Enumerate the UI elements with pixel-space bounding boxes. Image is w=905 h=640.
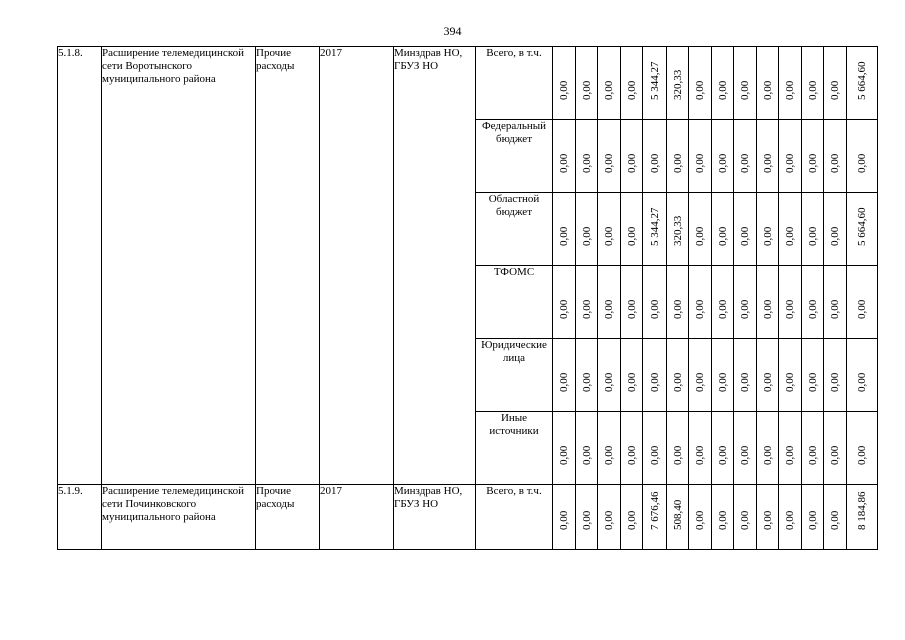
value-text: 0,00: [558, 153, 570, 173]
value-text: 0,00: [761, 299, 774, 319]
value-cell: [802, 412, 824, 485]
row-expense-type: Прочие расходы: [256, 47, 320, 485]
value-text: 5 344,27: [648, 61, 661, 100]
value-cell: [734, 266, 757, 339]
value-cell: [667, 266, 689, 339]
value-text: 0,00: [716, 372, 729, 392]
value-text: 0,00: [625, 372, 638, 392]
value-cell: [847, 485, 878, 550]
value-cell: [712, 339, 734, 412]
value-cell: [621, 339, 643, 412]
value-text: 0,00: [558, 299, 570, 319]
value-cell: [553, 339, 576, 412]
value-text: 0,00: [739, 372, 751, 392]
value-cell: [757, 266, 779, 339]
value-text: 0,00: [580, 153, 593, 173]
value-cell: [689, 485, 712, 550]
row-expense-type: Прочие расходы: [256, 485, 320, 550]
value-text: 0,00: [603, 510, 615, 530]
value-text: 0,00: [648, 153, 661, 173]
row-name: Расширение телемедицинской сети Воротынского муниципального района: [102, 47, 256, 485]
funding-source-label: Федеральный бюджет: [476, 120, 553, 193]
value-cell: [689, 266, 712, 339]
value-cell: [689, 339, 712, 412]
value-text: 5 664,60: [856, 61, 868, 100]
value-cell: [824, 485, 847, 550]
value-text: 0,00: [761, 80, 774, 100]
value-text: 0,00: [694, 299, 706, 319]
value-text: 5 664,60: [856, 207, 868, 246]
value-cell: [847, 339, 878, 412]
value-cell: [643, 339, 667, 412]
value-text: 0,00: [761, 153, 774, 173]
value-cell: [824, 47, 847, 120]
value-text: 0,00: [829, 510, 841, 530]
value-text: 0,00: [603, 445, 615, 465]
value-text: 0,00: [856, 372, 868, 392]
value-text: 0,00: [716, 80, 729, 100]
funding-source-label: Иные источники: [476, 412, 553, 485]
value-cell: [712, 193, 734, 266]
value-text: 0,00: [694, 80, 706, 100]
row-executor: Минздрав НО, ГБУЗ НО: [394, 485, 476, 550]
value-text: 0,00: [716, 510, 729, 530]
value-cell: [667, 412, 689, 485]
value-cell: [847, 47, 878, 120]
value-cell: [824, 120, 847, 193]
value-cell: [576, 193, 598, 266]
value-text: 0,00: [716, 226, 729, 246]
value-text: 508,40: [671, 499, 684, 530]
value-cell: [847, 193, 878, 266]
value-cell: [667, 193, 689, 266]
value-text: 0,00: [761, 445, 774, 465]
value-text: 0,00: [784, 226, 796, 246]
value-cell: [824, 412, 847, 485]
value-cell: [779, 193, 802, 266]
value-text: 0,00: [580, 510, 593, 530]
value-text: 0,00: [739, 80, 751, 100]
value-text: 0,00: [625, 299, 638, 319]
value-text: 0,00: [694, 510, 706, 530]
value-cell: [643, 120, 667, 193]
value-text: 0,00: [580, 299, 593, 319]
value-text: 0,00: [694, 153, 706, 173]
value-text: 0,00: [829, 445, 841, 465]
value-cell: [824, 193, 847, 266]
value-cell: [643, 485, 667, 550]
value-text: 0,00: [806, 226, 819, 246]
value-cell: [667, 485, 689, 550]
value-cell: [598, 266, 621, 339]
value-text: 0,00: [558, 445, 570, 465]
value-text: 0,00: [784, 510, 796, 530]
value-text: 0,00: [739, 445, 751, 465]
value-text: 0,00: [784, 445, 796, 465]
value-text: 0,00: [625, 510, 638, 530]
value-cell: [598, 339, 621, 412]
value-text: 0,00: [716, 299, 729, 319]
value-cell: [847, 412, 878, 485]
funding-source-label: Областной бюджет: [476, 193, 553, 266]
value-cell: [689, 120, 712, 193]
value-text: 0,00: [806, 510, 819, 530]
value-text: 0,00: [603, 226, 615, 246]
value-cell: [757, 339, 779, 412]
value-cell: [576, 266, 598, 339]
value-cell: [757, 47, 779, 120]
value-text: 0,00: [829, 226, 841, 246]
value-cell: [802, 193, 824, 266]
budget-table: [57, 46, 878, 550]
value-cell: [643, 47, 667, 120]
value-cell: [621, 412, 643, 485]
value-text: 7 676,46: [648, 491, 661, 530]
row-executor: Минздрав НО, ГБУЗ НО: [394, 47, 476, 485]
value-text: 0,00: [761, 372, 774, 392]
funding-source-label: ТФОМС: [476, 266, 553, 339]
value-cell: [712, 485, 734, 550]
value-cell: [576, 47, 598, 120]
row-code: 5.1.9.: [58, 485, 102, 550]
value-cell: [757, 412, 779, 485]
value-text: 320,33: [671, 215, 684, 246]
value-text: 0,00: [580, 226, 593, 246]
value-cell: [802, 120, 824, 193]
value-text: 0,00: [694, 372, 706, 392]
value-cell: [779, 266, 802, 339]
value-text: 0,00: [625, 80, 638, 100]
value-text: 0,00: [716, 445, 729, 465]
value-text: 0,00: [784, 80, 796, 100]
value-text: 0,00: [580, 80, 593, 100]
value-cell: [802, 339, 824, 412]
value-cell: [621, 266, 643, 339]
value-text: 0,00: [648, 299, 661, 319]
row-year: 2017: [320, 485, 394, 550]
value-text: 0,00: [784, 299, 796, 319]
value-cell: [576, 120, 598, 193]
value-cell: [576, 412, 598, 485]
value-cell: [824, 266, 847, 339]
value-text: 0,00: [648, 445, 661, 465]
value-cell: [553, 47, 576, 120]
value-text: 0,00: [603, 153, 615, 173]
value-text: 0,00: [829, 372, 841, 392]
value-cell: [667, 339, 689, 412]
value-text: 0,00: [829, 80, 841, 100]
value-text: 0,00: [856, 445, 868, 465]
value-text: 0,00: [856, 153, 868, 173]
value-text: 0,00: [806, 372, 819, 392]
value-cell: [598, 47, 621, 120]
value-text: 0,00: [580, 372, 593, 392]
value-cell: [824, 339, 847, 412]
value-text: 0,00: [671, 445, 684, 465]
value-cell: [712, 47, 734, 120]
funding-source-label: Всего, в т.ч.: [476, 47, 553, 120]
value-text: 320,33: [671, 69, 684, 100]
value-cell: [734, 193, 757, 266]
value-text: 0,00: [603, 372, 615, 392]
value-cell: [643, 266, 667, 339]
value-text: 0,00: [558, 372, 570, 392]
value-cell: [847, 266, 878, 339]
value-text: 0,00: [580, 445, 593, 465]
value-text: 0,00: [739, 226, 751, 246]
value-cell: [779, 120, 802, 193]
value-text: 0,00: [806, 445, 819, 465]
value-cell: [553, 120, 576, 193]
value-text: 0,00: [671, 299, 684, 319]
value-cell: [689, 412, 712, 485]
value-cell: [734, 47, 757, 120]
value-cell: [667, 47, 689, 120]
value-text: 0,00: [739, 510, 751, 530]
value-cell: [553, 412, 576, 485]
value-text: 0,00: [671, 372, 684, 392]
value-cell: [553, 485, 576, 550]
value-text: 0,00: [829, 299, 841, 319]
value-text: 0,00: [558, 80, 570, 100]
value-cell: [757, 120, 779, 193]
value-cell: [598, 412, 621, 485]
value-cell: [598, 120, 621, 193]
value-cell: [689, 47, 712, 120]
row-code: 5.1.8.: [58, 47, 102, 485]
value-cell: [734, 412, 757, 485]
value-text: 0,00: [603, 80, 615, 100]
value-text: 0,00: [739, 299, 751, 319]
value-cell: [757, 193, 779, 266]
page-number: 394: [443, 24, 462, 38]
value-cell: [802, 266, 824, 339]
value-cell: [779, 412, 802, 485]
value-text: 0,00: [671, 153, 684, 173]
value-cell: [621, 193, 643, 266]
value-text: 0,00: [648, 372, 661, 392]
value-cell: [734, 120, 757, 193]
value-cell: [598, 485, 621, 550]
value-cell: [779, 47, 802, 120]
value-cell: [576, 339, 598, 412]
value-cell: [643, 193, 667, 266]
value-text: 5 344,27: [648, 207, 661, 246]
value-text: 0,00: [716, 153, 729, 173]
value-cell: [576, 485, 598, 550]
value-text: 0,00: [761, 510, 774, 530]
value-text: 0,00: [739, 153, 751, 173]
funding-source-label: Всего, в т.ч.: [476, 485, 553, 550]
value-cell: [667, 120, 689, 193]
value-cell: [621, 120, 643, 193]
value-cell: [779, 485, 802, 550]
value-text: 0,00: [806, 80, 819, 100]
value-text: 0,00: [694, 445, 706, 465]
value-cell: [779, 339, 802, 412]
value-cell: [802, 47, 824, 120]
value-cell: [847, 120, 878, 193]
value-cell: [712, 266, 734, 339]
value-text: 0,00: [761, 226, 774, 246]
value-text: 0,00: [694, 226, 706, 246]
value-cell: [734, 339, 757, 412]
value-text: 0,00: [558, 226, 570, 246]
table-row: [58, 47, 878, 120]
value-cell: [553, 193, 576, 266]
value-text: 0,00: [806, 153, 819, 173]
value-cell: [689, 193, 712, 266]
row-name: Расширение телемедицинской сети Починковского муниципального района: [102, 485, 256, 550]
value-text: 0,00: [625, 153, 638, 173]
value-cell: [598, 193, 621, 266]
value-cell: [553, 266, 576, 339]
value-text: 0,00: [829, 153, 841, 173]
value-text: 0,00: [856, 299, 868, 319]
value-cell: [712, 120, 734, 193]
value-cell: [734, 485, 757, 550]
row-year: 2017: [320, 47, 394, 485]
value-text: 0,00: [625, 445, 638, 465]
value-text: 0,00: [784, 372, 796, 392]
table-row: [58, 485, 878, 550]
value-text: 0,00: [784, 153, 796, 173]
value-cell: [643, 412, 667, 485]
value-cell: [757, 485, 779, 550]
value-cell: [712, 412, 734, 485]
funding-source-label: Юридические лица: [476, 339, 553, 412]
value-text: 0,00: [625, 226, 638, 246]
value-text: 0,00: [603, 299, 615, 319]
value-cell: [621, 485, 643, 550]
value-cell: [802, 485, 824, 550]
value-text: 0,00: [806, 299, 819, 319]
value-text: 0,00: [558, 510, 570, 530]
value-text: 8 184,86: [856, 491, 868, 530]
value-cell: [621, 47, 643, 120]
